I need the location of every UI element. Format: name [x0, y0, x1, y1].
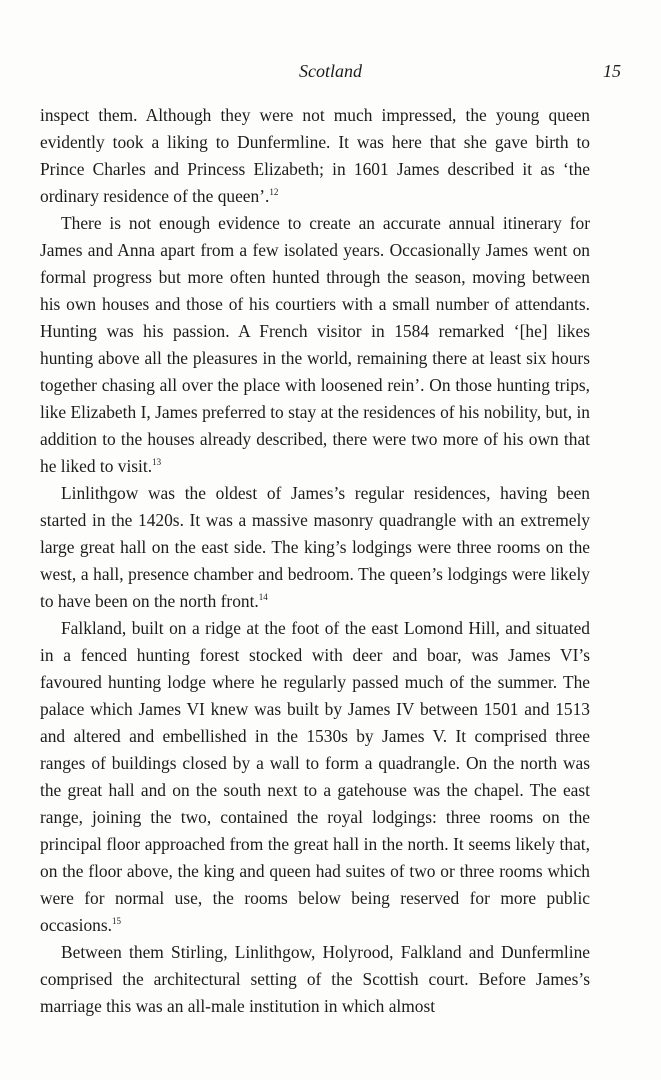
page-header: [40, 58, 621, 84]
footnote-marker: 15: [111, 916, 121, 926]
paragraph: [40, 615, 590, 939]
page-number: 15: [603, 61, 621, 81]
paragraph-text: There is not enough evidence to create an accurate annual itinerary for James and Anna apart from a few isolated years. Occasionally James went on formal progress but more often hunted through the season, moving between his own houses and those of his courtiers with a small number of attendants. Hunting was his passion. A French visitor in 1584 remarked ‘[he] likes hunting above all the pleasures in the world, remaining there at least six hours together chasing all over the place with loosened rein’. On those hunting trips, like Elizabeth I, James preferred to stay at the residences of his nobility, but, in addition to the houses already described, there were two more of his own that he liked to visit.: [40, 213, 590, 476]
footnote-marker: 13: [152, 457, 162, 467]
footnote-marker: 14: [258, 592, 268, 602]
paragraph-text: Linlithgow was the oldest of James’s regular residences, having been started in the 1420s. It was a massive masonry quadrangle with an extremely large great hall on the east side. The king’s lodgings were three rooms on the west, a hall, presence chamber and bedroom. The queen’s lodgings were likely to have been on the north front.: [40, 483, 590, 611]
body-text: [40, 102, 590, 1020]
paragraph: [40, 939, 590, 1020]
paragraph: [40, 480, 590, 615]
footnote-marker: 12: [269, 187, 279, 197]
paragraph-text: Between them Stirling, Linlithgow, Holyrood, Falkland and Dunfermline comprised the architectural setting of the Scottish court. Before James’s marriage this was an all-male institution in which almost: [40, 942, 590, 1016]
paragraph-text: Falkland, built on a ridge at the foot of the east Lomond Hill, and situated in a fenced hunting forest stocked with deer and boar, was James VI’s favoured hunting lodge where he regularly passed much of the summer. The palace which James VI knew was built by James IV between 1501 and 1513 and altered and embellished in the 1530s by James V. It comprised three ranges of buildings closed by a wall to form a quadrangle. On the north was the great hall and on the south next to a gatehouse was the chapel. The east range, joining the two, contained the royal lodgings: three rooms on the principal floor approached from the great hall in the north. It seems likely that, on the floor above, the king and queen had suites of two or three rooms which were for normal use, the rooms below being reserved for more public occasions.: [40, 618, 590, 935]
paragraph: [40, 102, 590, 210]
paragraph-text: inspect them. Although they were not much impressed, the young queen evidently took a liking to Dunfermline. It was here that she gave birth to Prince Charles and Princess Elizabeth; in 1601 James described it as ‘the ordinary residence of the queen’.: [40, 105, 590, 206]
running-head: Scotland: [299, 61, 362, 81]
paragraph: [40, 210, 590, 480]
